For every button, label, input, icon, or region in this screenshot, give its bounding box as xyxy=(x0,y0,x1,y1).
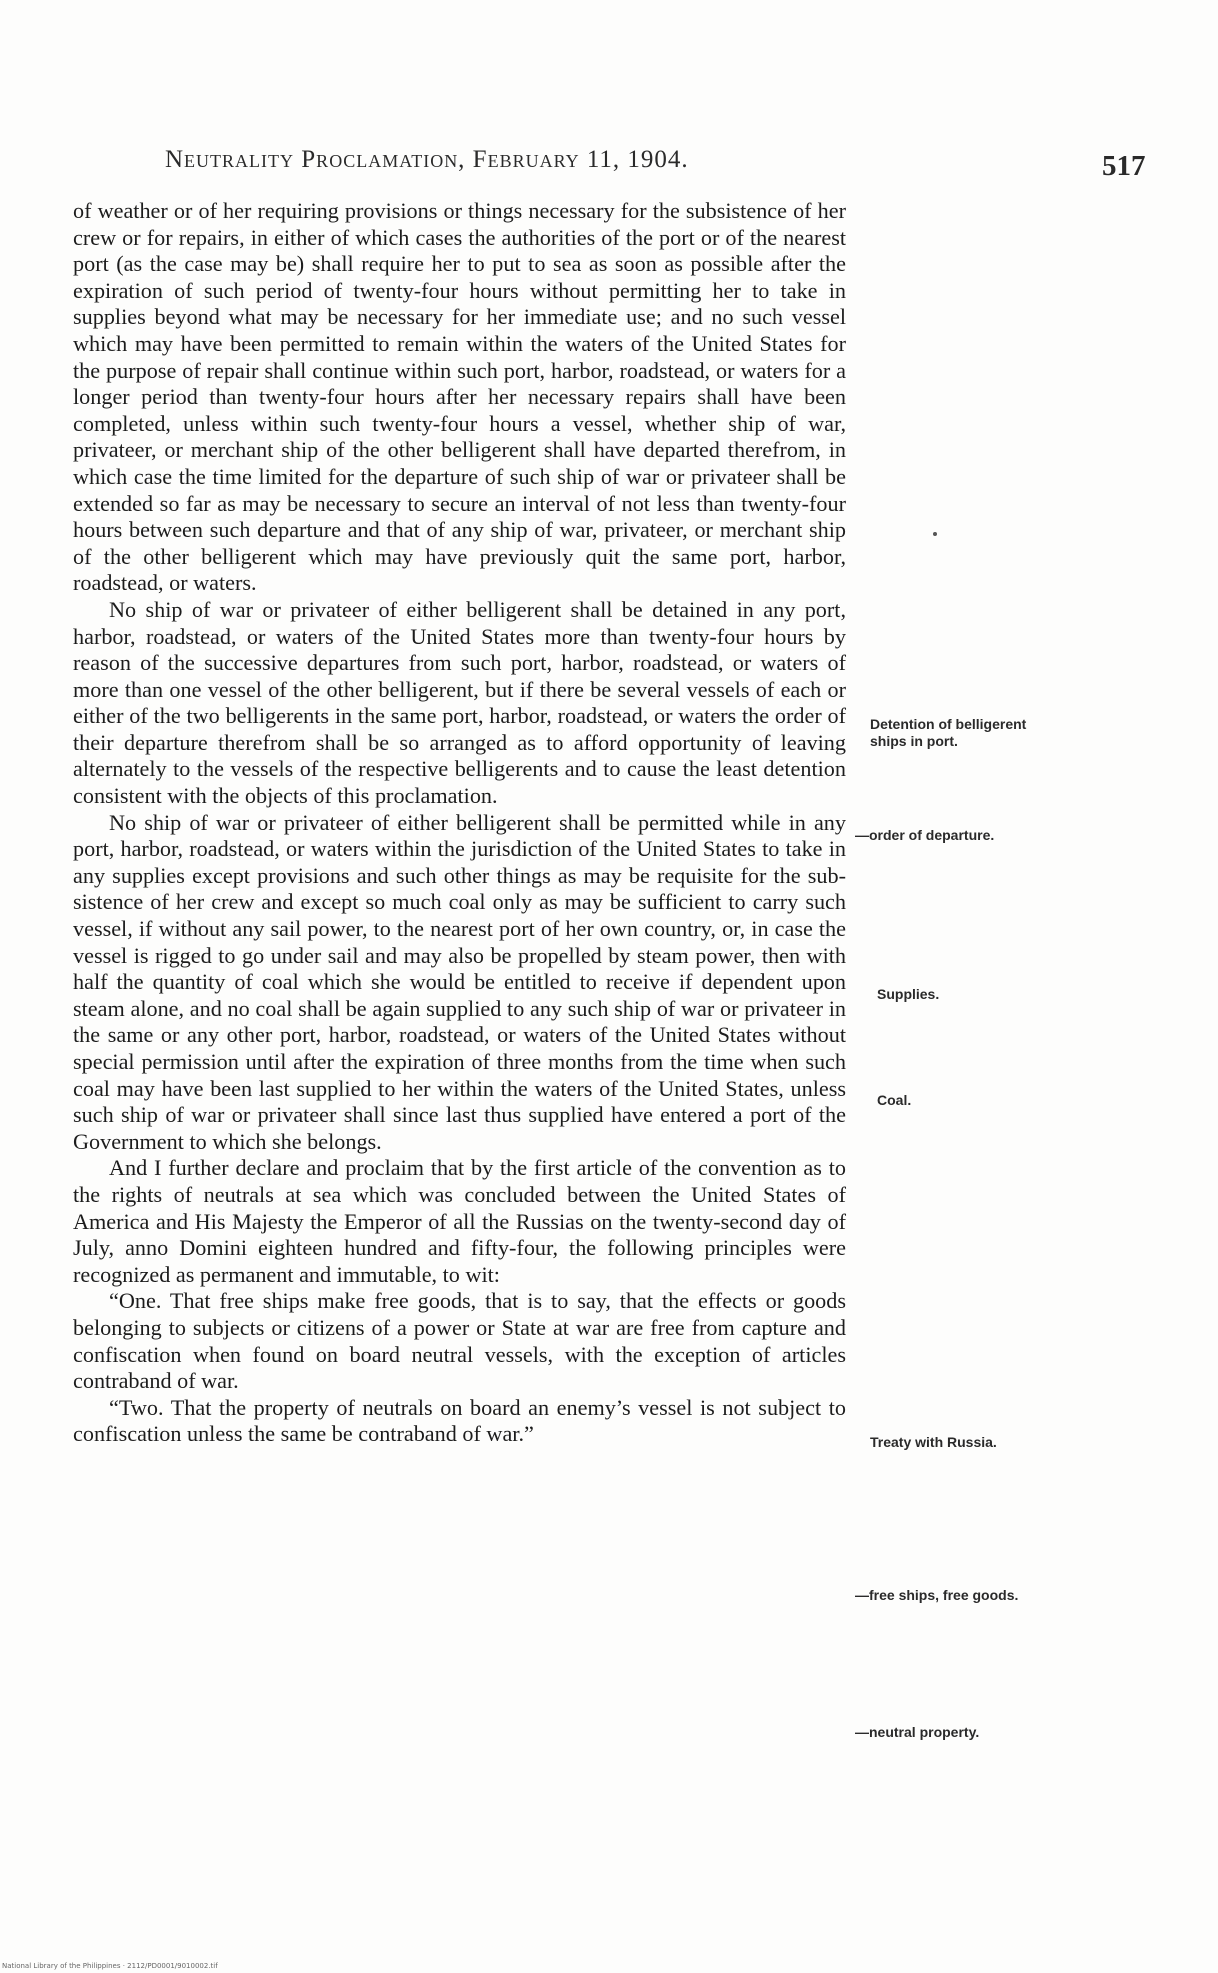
paragraph-article-one: “One. That free ships make free goods, that is to say, that the effects or goods belonging to subjects or citizens of a power or State at war are free from capture and confiscation when found on board neutral vessels, with the exception of articles contraband of war. xyxy=(73,1288,846,1394)
margin-note-treaty-with-russia: Treaty with Russia. xyxy=(870,1434,997,1450)
running-title: Neutrality Proclamation, February 11, 1904. xyxy=(165,146,689,173)
margin-note-coal: Coal. xyxy=(877,1092,912,1108)
paragraph-detention: No ship of war or privateer of either belligerent shall be detained in any port, harbor, roadstead, or waters of the United States more than twenty-four hours by reason of the successive departures from such port, harbor, roadstead, or waters of more than one vessel of the other belligerent, but if there be several vessels of each or either of the two belligerents in the same port, harbor, roadstead, or waters the order of their departure therefrom shall be so arranged as to afford opportunity of leaving alternately to the vessels of the respective belligerents and to cause the least detention consistent with the objects of this proclamation. xyxy=(73,596,846,809)
scan-footer: National Library of the Philippines · 2112/PD0001/9010002.tif xyxy=(2,1962,218,1970)
margin-note-neutral-property: —neutral property. xyxy=(855,1724,980,1740)
paragraph-supplies: No ship of war or privateer of either belligerent shall be permitted while in any port, harbor, roadstead, or waters within the jurisdiction of the United States to take in any supplies except provisions and such other things as may be requisite for the subsistence of her crew and except so much coal only as may be sufficient to carry such vessel, if without any sail power, to the nearest port of her own country, or, in case the vessel is rigged to go under sail and may also be propelled by steam power, then with half the quantity of coal which she would be entitled to receive if dependent upon steam alone, and no coal shall be again supplied to any such ship of war or privateer in the same or any other port, harbor, roadstead, or waters of the United States without special permission until after the expiration of three months from the time when such coal may have been last supplied to her within the waters of the United States, unless such ship of war or privateer shall since last thus supplied have entered a port of the Government to which she belongs. xyxy=(73,809,846,1154)
paragraph-continuation: of weather or of her requiring provisions or things necessary for the subsistence of her crew or for repairs, in either of which cases the authorities of the port or of the nearest port (as the case may be) shall require her to put to sea as soon as possible after the expiration of such period of twenty-four hours without permitting her to take in supplies beyond what may be necessary for her immediate use; and no such vessel which may have been permitted to remain within the waters of the United States for the purpose of repair shall continue within such port, harbor, roadstead, or waters for a longer period than twenty-four hours after her necessary repairs shall have been completed, unless within such twenty-four hours a vessel, whether ship of war, privateer, or merchant ship of the other belligerent shall have departed therefrom, in which case the time limited for the departure of such ship of war or privateer shall be extended so far as may be necessary to secure an interval of not less than twenty-four hours between such departure and that of any ship of war, privateer, or merchant ship of the other belligerent which may have previously quit the same port, harbor, roadstead, or waters. xyxy=(73,198,846,596)
scan-speck xyxy=(933,532,937,536)
margin-note-order-of-departure: —order of departure. xyxy=(855,827,995,843)
margin-note-detention: Detention of belligerent ships in port. xyxy=(870,716,1027,749)
paragraph-treaty: And I further declare and proclaim that by the first article of the convention as to the rights of neutrals at sea which was concluded between the United States of America and His Majesty the Emperor of all the Russias on the twenty-second day of July, anno Domini eighteen hundred and fifty-four, the following principles were recognized as permanent and immutable, to wit: xyxy=(73,1155,846,1287)
body-text xyxy=(73,198,846,1448)
margin-note-supplies: Supplies. xyxy=(877,986,940,1002)
paragraph-article-two: “Two. That the property of neutrals on board an enemy’s vessel is not subject to confiscation unless the same be contraband of war.” xyxy=(73,1394,846,1447)
page-number: 517 xyxy=(1102,150,1146,182)
margin-note-free-ships: —free ships, free goods. xyxy=(855,1587,1019,1603)
